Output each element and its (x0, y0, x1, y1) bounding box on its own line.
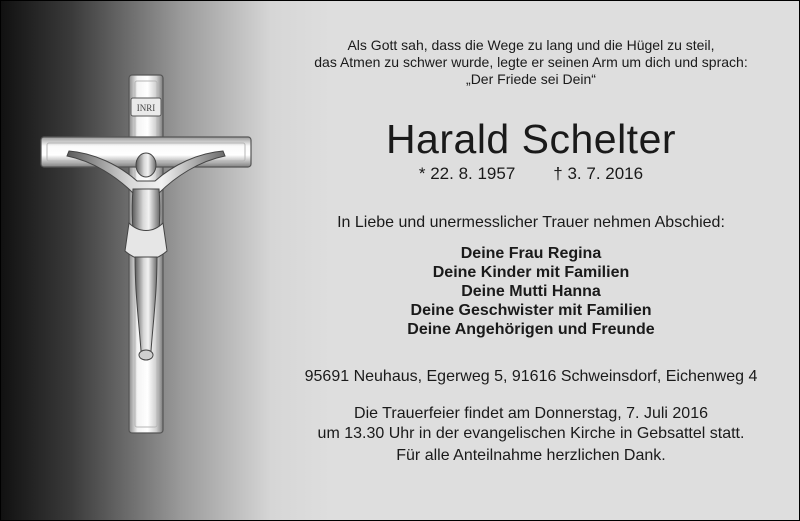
mourner-line: Deine Angehörigen und Freunde (407, 321, 655, 338)
mourners-list (271, 244, 791, 339)
mourner-line: Deine Mutti Hanna (461, 283, 601, 300)
ceremony-line: Die Trauerfeier findet am Donnerstag, 7. Juli 2016 (354, 405, 708, 422)
ceremony-info (271, 404, 791, 444)
inri-plaque: INRI (136, 103, 156, 113)
life-dates (271, 164, 791, 184)
birth-date: * 22. 8. 1957 (418, 164, 516, 183)
mourner-line: Deine Frau Regina (460, 245, 602, 262)
death-date: † 3. 7. 2016 (553, 164, 644, 183)
crucifix-icon (39, 73, 253, 437)
thanks-line: Für alle Anteilnahme herzlichen Dank. (396, 447, 666, 464)
poem-line: „Der Friede sei Dein“ (466, 71, 596, 87)
farewell-intro: In Liebe und unermesslicher Trauer nehmen Abschied: (337, 214, 725, 231)
deceased-name: Harald Schelter (385, 116, 677, 162)
address: 95691 Neuhaus, Egerweg 5, 91616 Schweinsdorf, Eichenweg 4 (304, 368, 758, 385)
ceremony-line: um 13.30 Uhr in der evangelischen Kirche in Gebsattel statt. (317, 425, 745, 442)
mourner-line: Deine Kinder mit Familien (432, 264, 630, 281)
notice-text (271, 1, 791, 520)
poem (271, 37, 791, 88)
poem-line: das Atmen zu schwer wurde, legte er seinen Arm um dich und sprach: (314, 54, 748, 70)
mourner-line: Deine Geschwister mit Familien (410, 302, 652, 319)
poem-line: Als Gott sah, dass die Wege zu lang und die Hügel zu steil, (347, 37, 715, 53)
